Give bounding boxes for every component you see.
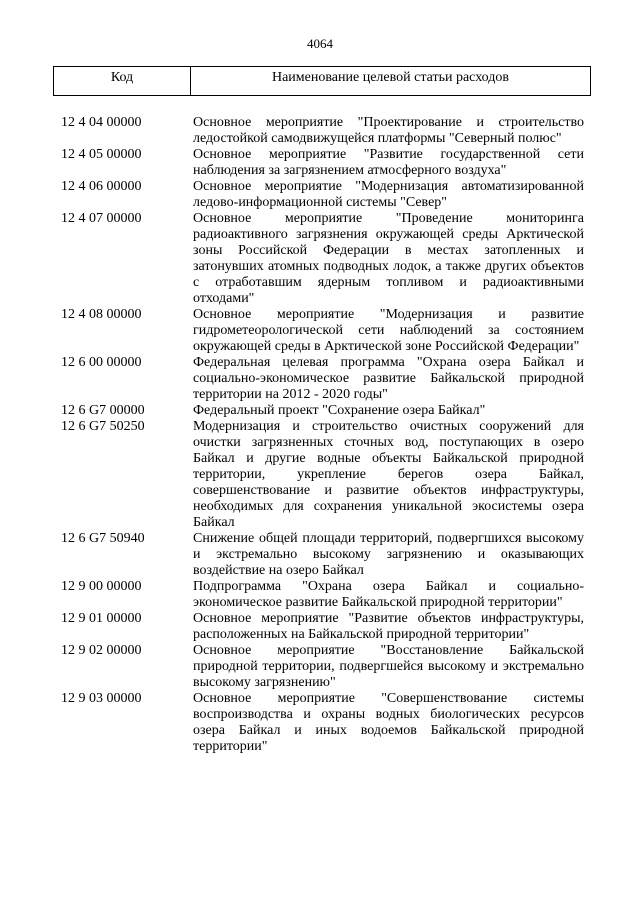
table-row — [0, 211, 640, 307]
row-code: 12 4 05 00000 — [61, 147, 142, 162]
table-row — [0, 403, 640, 419]
row-name: Основное мероприятие "Проектирование и строительство ледостойкой самодвижущейся платформы "Северный полюс" — [193, 115, 584, 146]
row-code: 12 9 02 00000 — [61, 643, 142, 658]
table-row — [0, 643, 640, 691]
row-name: Федеральный проект "Сохранение озера Байкал" — [193, 403, 486, 418]
row-code: 12 9 03 00000 — [61, 691, 142, 706]
table-row — [0, 147, 640, 179]
table-row — [0, 355, 640, 403]
table-row — [0, 179, 640, 211]
row-name: Федеральная целевая программа "Охрана озера Байкал и социально-экономическое развитие Байкальской природной территории на 2012 - 2020 годы" — [193, 355, 584, 402]
row-code: 12 6 G7 50250 — [61, 419, 145, 434]
header-code: Код — [54, 67, 191, 95]
table-header — [53, 66, 591, 96]
row-code: 12 4 08 00000 — [61, 307, 142, 322]
row-code: 12 4 07 00000 — [61, 211, 142, 226]
row-name: Основное мероприятие "Модернизация автоматизированной ледово-информационной системы "Север" — [193, 179, 584, 210]
table-row — [0, 531, 640, 579]
table-row — [0, 611, 640, 643]
row-name: Модернизация и строительство очистных сооружений для очистки загрязненных сточных вод, поступающих в озеро Байкал и другие водные объекты Байкальской природной территории, укрепление берегов озера Байкал, совершенствование и развитие объектов инфраструктуры, необходимых для сохранения уникальной экосистемы озера Байкал — [193, 419, 584, 530]
table-row — [0, 579, 640, 611]
row-code: 12 4 06 00000 — [61, 179, 142, 194]
table-row — [0, 691, 640, 755]
row-name: Основное мероприятие "Восстановление Байкальской природной территории, подвергшейся высокому и экстремально высокому загрязнению" — [193, 643, 584, 690]
row-code: 12 6 G7 50940 — [61, 531, 145, 546]
table-row — [0, 307, 640, 355]
page-number: 4064 — [307, 36, 333, 51]
row-code: 12 6 00 00000 — [61, 355, 142, 370]
row-code: 12 6 G7 00000 — [61, 403, 145, 418]
row-code: 12 9 01 00000 — [61, 611, 142, 626]
header-name: Наименование целевой статьи расходов — [271, 70, 510, 85]
row-name: Подпрограмма "Охрана озера Байкал и социально-экономическое развитие Байкальской природной территории" — [193, 579, 584, 610]
row-name: Основное мероприятие "Развитие объектов инфраструктуры, расположенных на Байкальской природной территории" — [193, 611, 584, 642]
row-name: Основное мероприятие "Проведение мониторинга радиоактивного загрязнения окружающей среды Арктической зоны Российской Федерации в местах затопленных и затонувших атомных подводных лодок, а также других объектов с отработавшим ядерным топливом и радиоактивными отходами" — [193, 211, 584, 306]
table-body — [0, 115, 640, 755]
table-row — [0, 419, 640, 531]
row-name: Основное мероприятие "Модернизация и развитие гидрометеорологической сети наблюдений за состоянием окружающей среды в Арктической зоне Российской Федерации" — [193, 307, 584, 354]
row-name: Снижение общей площади территорий, подвергшихся высокому и экстремально высокому загрязнению и оказывающих воздействие на озеро Байкал — [193, 531, 584, 578]
table-row — [0, 115, 640, 147]
row-name: Основное мероприятие "Развитие государственной сети наблюдения за загрязнением атмосферного воздуха" — [193, 147, 584, 178]
row-name: Основное мероприятие "Совершенствование системы воспроизводства и охраны водных биологических ресурсов озера Байкал и иных водоемов Байкальской природной территории" — [193, 691, 584, 754]
row-code: 12 4 04 00000 — [61, 115, 142, 130]
row-code: 12 9 00 00000 — [61, 579, 142, 594]
